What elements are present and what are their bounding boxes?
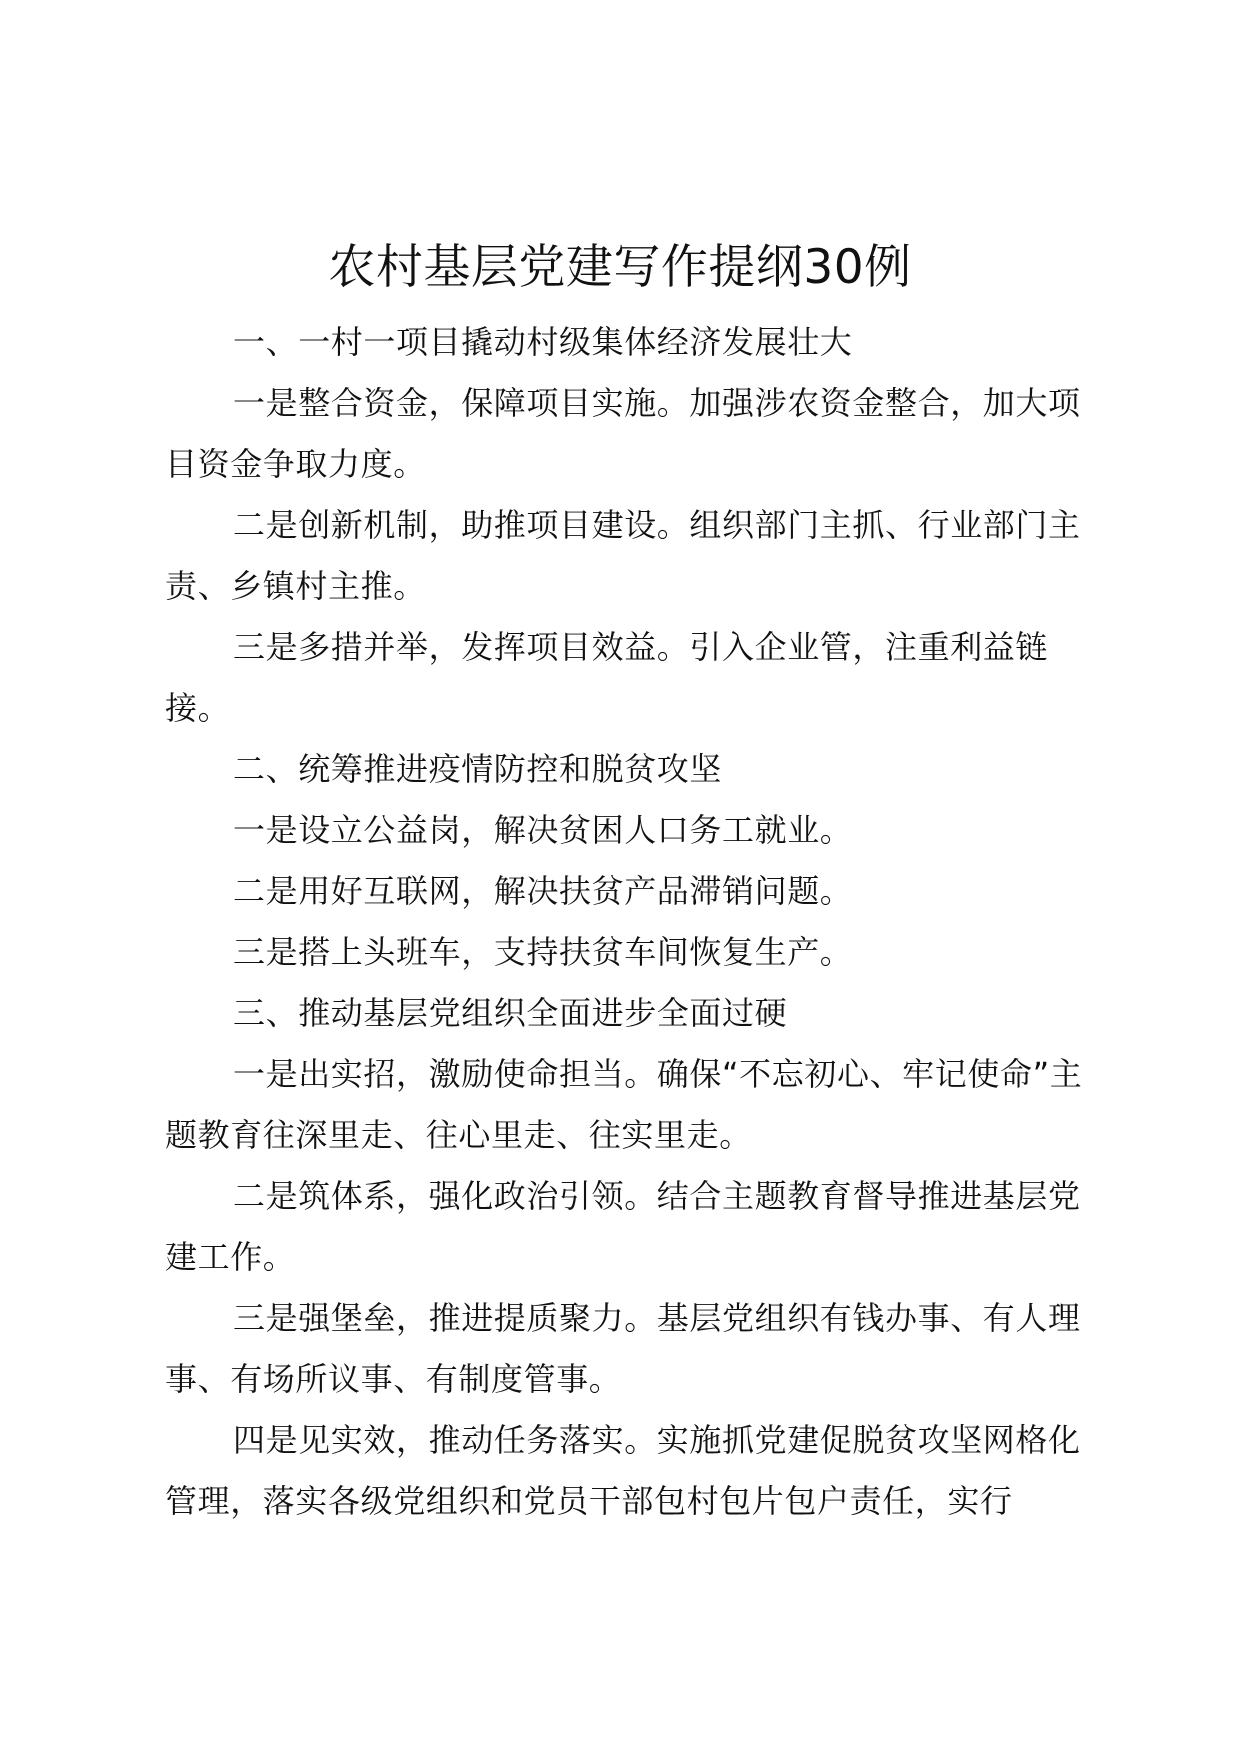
paragraph: 一是整合资金，保障项目实施。加强涉农资金整合，加大项目资金争取力度。 [165,384,1081,483]
paragraph: 四是见实效，推动任务落实。实施抓党建促脱贫攻坚网格化管理，落实各级党组织和党员干部包村包片包户责任，实行 [165,1421,1081,1520]
paragraph: 三是强堡垒，推进提质聚力。基层党组织有钱办事、有人理事、有场所议事、有制度管事。 [165,1299,1081,1398]
paragraph: 三是搭上头班车，支持扶贫车间恢复生产。 [233,933,853,971]
section-heading-1: 一、一村一项目撬动村级集体经济发展壮大 [233,323,853,361]
section-heading-3: 三、推动基层党组织全面进步全面过硬 [233,994,788,1032]
document-title: 农村基层党建写作提纲30例 [328,240,912,295]
document-body [165,312,1095,1532]
paragraph: 一是设立公益岗，解决贫困人口务工就业。 [233,811,853,849]
section-heading-2: 二、统筹推进疫情防控和脱贫攻坚 [233,750,723,788]
paragraph: 二是创新机制，助推项目建设。组织部门主抓、行业部门主责、乡镇村主推。 [165,506,1081,605]
paragraph: 二是用好互联网，解决扶贫产品滞销问题。 [233,872,853,910]
paragraph: 二是筑体系，强化政治引领。结合主题教育督导推进基层党建工作。 [165,1177,1081,1276]
paragraph: 三是多措并举，发挥项目效益。引入企业管，注重利益链接。 [165,628,1049,727]
paragraph: 一是出实招，激励使命担当。确保“不忘初心、牢记使命”主题教育往深里走、往心里走、往实里走。 [165,1055,1083,1154]
